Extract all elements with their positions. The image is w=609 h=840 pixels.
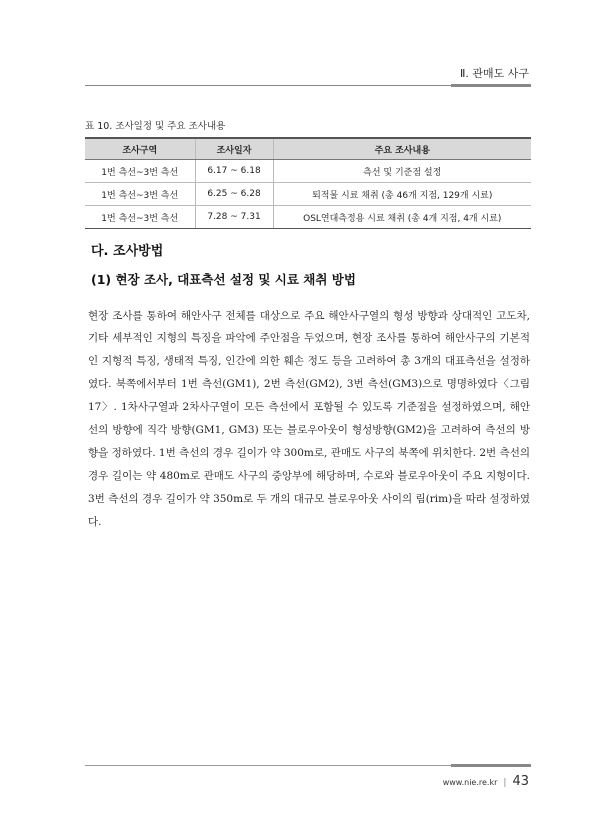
table-cell: 1번 측선~3번 측선	[85, 183, 195, 206]
column-header: 조사구역	[85, 138, 195, 160]
table-cell: 6.25 ~ 6.28	[195, 183, 273, 206]
header-rule-accent	[451, 84, 531, 87]
table-caption: 표 10. 조사일정 및 주요 조사내용	[85, 121, 226, 132]
table-row	[85, 160, 531, 183]
website-url: www.nie.re.kr	[442, 778, 498, 787]
table-cell: OSL연대측정용 시료 채취 (총 4개 지점, 4개 시료)	[273, 206, 531, 229]
page-footer	[443, 774, 529, 789]
table-cell: 퇴적물 시료 채취 (총 46개 지점, 129개 시료)	[273, 183, 531, 206]
footer-separator: |	[503, 778, 507, 788]
table-cell: 1번 측선~3번 측선	[85, 160, 195, 183]
section-title: 다. 조사방법	[91, 244, 164, 259]
table-cell: 1번 측선~3번 측선	[85, 206, 195, 229]
survey-schedule-table	[85, 137, 531, 229]
page-header	[0, 0, 609, 100]
column-header: 주요 조사내용	[273, 138, 531, 160]
table-header-row	[85, 138, 531, 160]
body-paragraph: 현장 조사를 통하여 해안사구 전체를 대상으로 주요 해안사구열의 형성 방향과 상대적인 고도차, 기타 세부적인 지형의 특징을 파악에 주안점을 두었으며, 현장 조사를 통하여 해안사구의 기본적인 지형적 특징, 생태적 특징, 인간에 의한 훼손 정도 등을 고려하여 총 3개의 대표측선을 설정하였다. 북쪽에서부터 1번 측선(GM1), 2번 측선(GM2), 3번 측선(GM3)으로 명명하였다〈그림 17〉. 1차사구열과 2차사구열이 모든 측선에서 포함될 수 있도록 기준점을 설정하였으며, 해안선의 방향에 직각 방향(GM1, GM3) 또는 블로우아웃이 형성방향(GM2)을 고려하여 측선의 방향을 정하였다. 1번 측선의 경우 길이가 약 300m로, 관매도 사구의 북쪽에 위치한다. 2번 측선의 경우 길이는 약 480m로 관매도 사구의 중앙부에 해당하며, 수로와 블로우아웃이 주요 지형이다. 3번 측선의 경우 길이가 약 350m로 두 개의 대규모 블로우아웃 사이의 림(rim)을 따라 설정하였다.	[88, 309, 530, 528]
subsection-title: (1) 현장 조사, 대표측선 설정 및 시료 채취 방법	[91, 272, 356, 287]
table-row	[85, 206, 531, 229]
column-header: 조사일자	[195, 138, 273, 160]
chapter-title: Ⅱ. 관매도 사구	[459, 67, 529, 80]
footer-rule-accent	[451, 764, 531, 767]
table-row	[85, 183, 531, 206]
table-cell: 측선 및 기준점 설정	[273, 160, 531, 183]
page-number: 43	[512, 774, 529, 789]
table-cell: 7.28 ~ 7.31	[195, 206, 273, 229]
table-cell: 6.17 ~ 6.18	[195, 160, 273, 183]
